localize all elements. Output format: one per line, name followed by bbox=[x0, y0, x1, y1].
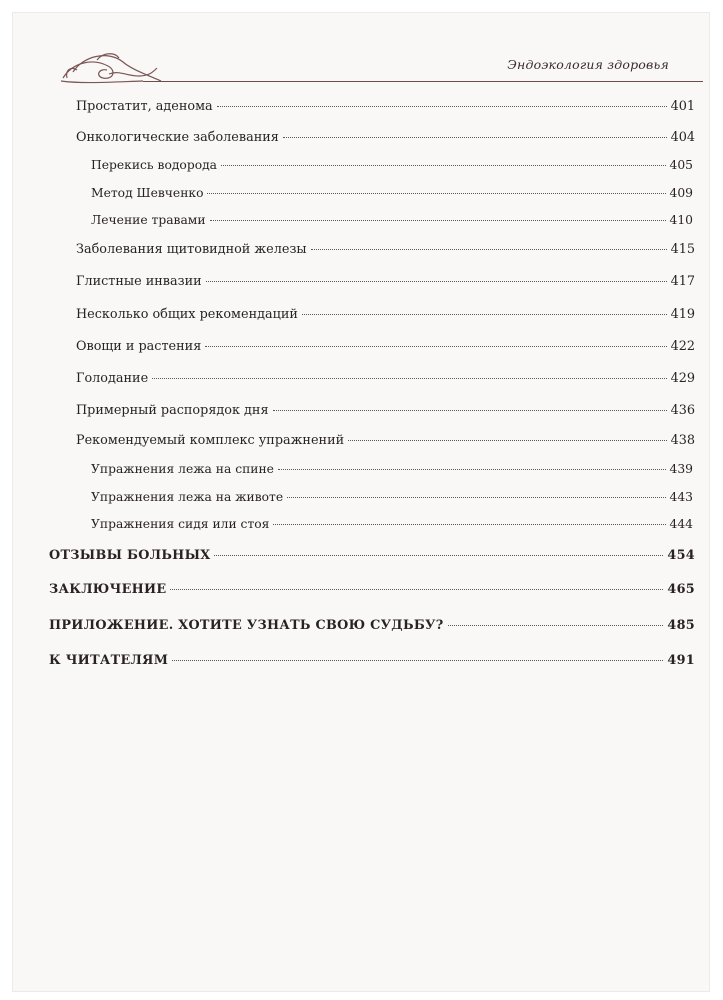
leader-dots bbox=[302, 314, 667, 315]
toc-entry bbox=[76, 371, 695, 386]
toc-entry-page: 404 bbox=[670, 130, 695, 145]
toc-entry bbox=[91, 186, 693, 200]
flourish-ornament-icon bbox=[53, 48, 163, 90]
toc-entry-label: ЗАКЛЮЧЕНИЕ bbox=[49, 582, 167, 597]
toc-entry-page: 439 bbox=[669, 462, 693, 476]
toc-entry-label: Лечение травами bbox=[91, 213, 206, 227]
toc-entry-page: 443 bbox=[669, 490, 693, 504]
toc-entry-label: Примерный распорядок дня bbox=[76, 403, 269, 418]
leader-dots bbox=[217, 106, 667, 107]
toc-entry bbox=[49, 548, 695, 563]
toc-entry-label: Метод Шевченко bbox=[91, 186, 204, 200]
toc-entry-page: 405 bbox=[669, 158, 693, 172]
toc-entry-page: 465 bbox=[667, 582, 695, 597]
toc-entry-label: Онкологические заболевания bbox=[76, 130, 279, 145]
leader-dots bbox=[206, 281, 667, 282]
toc-entry-label: Овощи и растения bbox=[76, 339, 202, 354]
leader-dots bbox=[207, 193, 665, 194]
toc-entry-label: Упражнения лежа на животе bbox=[91, 490, 284, 504]
leader-dots bbox=[283, 137, 667, 138]
leader-dots bbox=[273, 524, 665, 525]
toc-entry-label: Рекомендуемый комплекс упражнений bbox=[76, 433, 345, 448]
toc-entry bbox=[91, 490, 693, 504]
book-page bbox=[12, 12, 710, 992]
toc-entry-page: 444 bbox=[669, 517, 693, 531]
toc-entry bbox=[49, 653, 695, 668]
toc-entry bbox=[91, 158, 693, 172]
toc-entry-label: Перекись водорода bbox=[91, 158, 218, 172]
toc-entry bbox=[91, 213, 693, 227]
toc-entry-label: ПРИЛОЖЕНИЕ. ХОТИТЕ УЗНАТЬ СВОЮ СУДЬБУ? bbox=[49, 618, 444, 633]
toc-entry-page: 419 bbox=[670, 307, 695, 322]
toc-entry-label: Упражнения лежа на спине bbox=[91, 462, 274, 476]
leader-dots bbox=[448, 625, 664, 626]
toc-entry-page: 429 bbox=[670, 371, 695, 386]
toc-entry-page: 417 bbox=[670, 274, 695, 289]
leader-dots bbox=[214, 555, 663, 556]
toc-entry bbox=[49, 582, 695, 597]
toc-entry bbox=[49, 618, 695, 633]
leader-dots bbox=[172, 660, 663, 661]
toc-entry-page: 485 bbox=[667, 618, 695, 633]
toc-entry bbox=[76, 403, 695, 418]
leader-dots bbox=[273, 410, 667, 411]
leader-dots bbox=[205, 346, 666, 347]
leader-dots bbox=[221, 165, 666, 166]
toc-entry bbox=[76, 307, 695, 322]
toc-entry bbox=[76, 242, 695, 257]
toc-entry-page: 436 bbox=[670, 403, 695, 418]
toc-entry bbox=[76, 274, 695, 289]
toc-entry bbox=[91, 462, 693, 476]
toc-entry-label: Голодание bbox=[76, 371, 149, 386]
toc-entry bbox=[91, 517, 693, 531]
toc-entry-page: 409 bbox=[669, 186, 693, 200]
toc-entry bbox=[76, 339, 695, 354]
toc-entry-page: 438 bbox=[670, 433, 695, 448]
header-rule bbox=[143, 81, 703, 82]
toc-entry-page: 491 bbox=[667, 653, 695, 668]
running-head: Эндоэкология здоровья bbox=[507, 57, 669, 72]
toc-entry-label: Несколько общих рекомендаций bbox=[76, 307, 298, 322]
toc-entry-page: 410 bbox=[669, 213, 693, 227]
toc-entry-page: 401 bbox=[670, 99, 695, 114]
toc-entry-page: 454 bbox=[667, 548, 695, 563]
toc-entry-page: 415 bbox=[670, 242, 695, 257]
toc-entry bbox=[76, 433, 695, 448]
leader-dots bbox=[348, 440, 666, 441]
leader-dots bbox=[152, 378, 666, 379]
leader-dots bbox=[210, 220, 666, 221]
toc-entry bbox=[76, 99, 695, 114]
toc-entry-label: ОТЗЫВЫ БОЛЬНЫХ bbox=[49, 548, 211, 563]
toc-entry bbox=[76, 130, 695, 145]
leader-dots bbox=[170, 589, 663, 590]
toc-entry-label: Простатит, аденома bbox=[76, 99, 213, 114]
leader-dots bbox=[311, 249, 667, 250]
toc-entry-page: 422 bbox=[670, 339, 695, 354]
toc-entry-label: Упражнения сидя или стоя bbox=[91, 517, 270, 531]
toc-entry-label: К ЧИТАТЕЛЯМ bbox=[49, 653, 169, 668]
toc-entry-label: Глистные инвазии bbox=[76, 274, 202, 289]
leader-dots bbox=[278, 469, 666, 470]
toc-entry-label: Заболевания щитовидной железы bbox=[76, 242, 307, 257]
leader-dots bbox=[287, 497, 665, 498]
